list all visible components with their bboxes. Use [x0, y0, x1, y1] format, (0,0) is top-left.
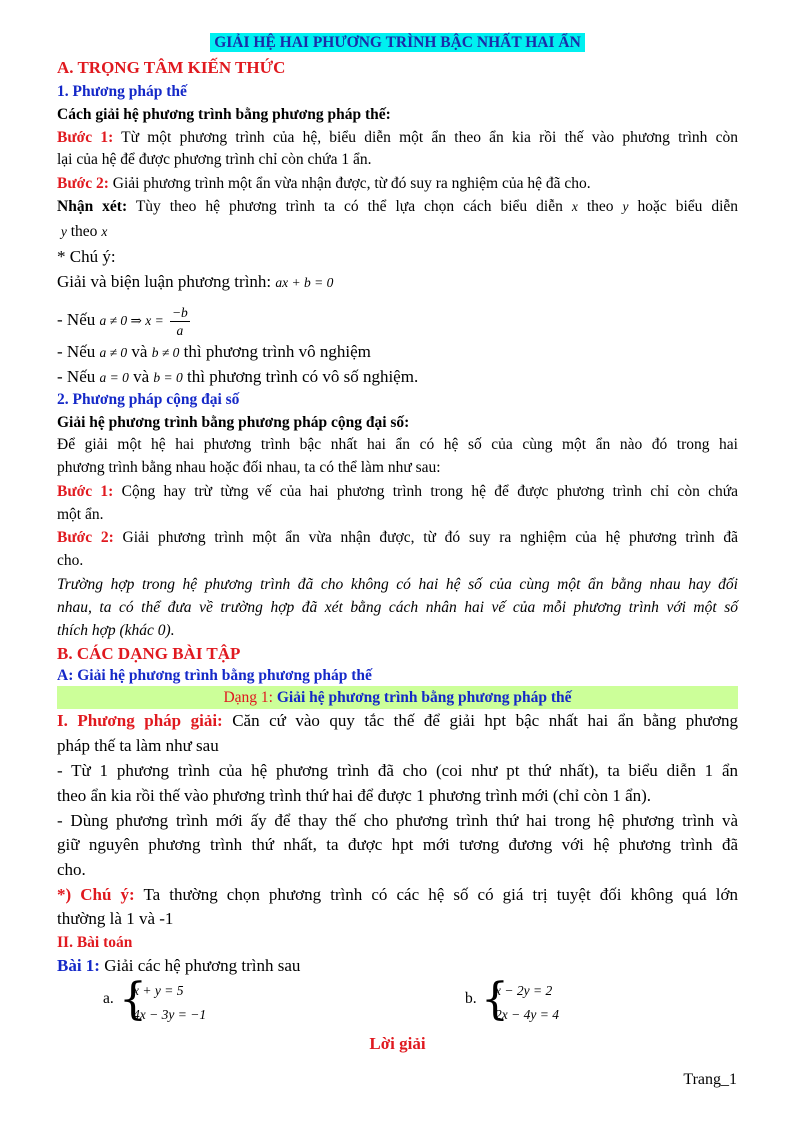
method-label: I. Phương pháp giải: [57, 711, 223, 730]
remark-line2 [57, 221, 107, 243]
remark-var-x2: x [101, 224, 108, 239]
s1-step1-line1 [57, 127, 738, 149]
s2-step1-line2: một ẩn. [57, 506, 104, 523]
note2-line2: thường là 1 và -1 [57, 909, 174, 928]
case2-cond1: a ≠ 0 [99, 345, 128, 360]
system-b-eq1: x − 2y = 2 [495, 983, 553, 998]
s1-step2-line [57, 173, 591, 195]
solution-heading: Lời giải [369, 1034, 426, 1053]
dang1-label: Dạng 1: [223, 689, 273, 706]
s2-step1-line1 [57, 481, 738, 503]
method-text: Căn cứ vào quy tắc thế để giải hpt bậc nhất hai ẩn bằng phương [232, 711, 739, 730]
bullet2-line2: giữ nguyên phương trình thứ nhất, ta được hpt mới tương đương với hệ phương trình đã [57, 835, 738, 854]
section-b-heading: B. CÁC DẠNG BÀI TẬP [57, 644, 241, 663]
bullet2-line1: - Dùng phương trình mới ấy để thay thế cho phương trình thứ hai trong hệ phương trình và [57, 811, 738, 830]
remark-text-b: hoặc biểu diễn [637, 198, 739, 215]
s2-step2-text: Giải phương trình một ẩn vừa nhận được, từ đó suy ra nghiệm của hệ phương trình đã [122, 529, 738, 546]
subsection-1-heading: 1. Phương pháp thế [57, 83, 187, 100]
s1-step2-text: Giải phương trình một ẩn vừa nhận được, từ đó suy ra nghiệm của hệ đã cho. [112, 175, 591, 192]
page-number: Trang_1 [683, 1071, 737, 1088]
system-b-brace: { [481, 974, 509, 1025]
bai1-line [57, 955, 300, 977]
remark-text-a: Tùy theo hệ phương trình ta có thể lựa chọn cách biểu diễn [135, 198, 563, 215]
system-b-label: b. [465, 990, 477, 1007]
sub2-intro-line1: Để giải một hệ hai phương trình bậc nhất hai ẩn có hệ số của cùng một ẩn nào đó trong hai [57, 436, 738, 453]
elimination-heading: Giải hệ phương trình bằng phương pháp cộng đại số: [57, 414, 410, 431]
dang1-banner [57, 686, 738, 709]
italic-note-line2: nhau, ta có thể đưa về trường hợp đã xét bằng cách nhân hai vế của mỗi phương trình với một số [57, 599, 738, 616]
subsection-2-heading: 2. Phương pháp cộng đại số [57, 391, 240, 408]
s1-step1-label: Bước 1: [57, 129, 114, 146]
system-a-eq1: x + y = 5 [133, 983, 184, 998]
case3-and: và [133, 367, 150, 386]
remark-theo: theo [586, 198, 614, 215]
case2-line [57, 341, 371, 364]
fraction-numerator: −b [171, 304, 188, 320]
remark-line1 [57, 196, 738, 218]
case1-prefix: - Nếu [57, 310, 96, 329]
system-a-eq2: 4x − 3y = −1 [133, 1007, 207, 1022]
solve-equation: ax + b = 0 [275, 275, 334, 290]
remark-var-y: y [622, 199, 629, 214]
case2-prefix: - Nếu [57, 342, 96, 361]
case2-text: thì phương trình vô nghiệm [183, 342, 371, 361]
solve-text: Giải và biện luận phương trình: [57, 272, 272, 291]
remark-var-x: x [571, 199, 578, 214]
subsection-a-heading: A: Giải hệ phương trình bằng phương pháp thế [57, 667, 372, 684]
bai1-text: Giải các hệ phương trình sau [104, 956, 301, 975]
substitution-heading: Cách giải hệ phương trình bằng phương pháp thế: [57, 106, 391, 123]
case3-line [57, 366, 418, 389]
bai1-label: Bài 1: [57, 956, 100, 975]
s2-step1-label: Bước 1: [57, 483, 114, 500]
s2-step2-line1 [57, 527, 738, 549]
sub2-intro-line2: phương trình bằng nhau hoặc đối nhau, ta có thể làm như sau: [57, 459, 441, 476]
method-line1 [57, 710, 738, 732]
problems-heading: II. Bài toán [57, 934, 133, 951]
method-line2: pháp thế ta làm như sau [57, 736, 219, 755]
case2-cond2: b ≠ 0 [151, 345, 180, 360]
case1-line [57, 303, 190, 339]
case1-condition: a ≠ 0 ⇒ x = [99, 313, 164, 328]
s1-step1-line2: lại của hệ để được phương trình chỉ còn chứa 1 ẩn. [57, 151, 372, 168]
remark-var-y2: y [60, 224, 67, 239]
bullet1-line2: theo ẩn kia rồi thế vào phương trình thứ hai để được 1 phương trình mới (chỉ còn 1 ẩn). [57, 786, 652, 805]
note-heading: * Chú ý: [57, 247, 116, 266]
system-a-label: a. [103, 990, 114, 1007]
s1-step2-label: Bước 2: [57, 175, 109, 192]
remark-label: Nhận xét: [57, 198, 128, 215]
case1-fraction [170, 304, 190, 339]
italic-note-line1: Trường hợp trong hệ phương trình đã cho không có hai hệ số của cùng một ẩn bằng nhau hay đối [57, 576, 738, 593]
page-title: GIẢI HỆ HAI PHƯƠNG TRÌNH BẬC NHẤT HAI ẨN [210, 33, 585, 52]
bullet2-line3: cho. [57, 860, 86, 879]
title-row [57, 34, 738, 52]
note2-text: Ta thường chọn phương trình có các hệ số có giá trị tuyệt đối không quá lớn [143, 885, 738, 904]
case3-cond2: b = 0 [153, 370, 183, 385]
case2-and: và [131, 342, 148, 361]
dang1-text: Giải hệ phương trình bằng phương pháp thế [276, 689, 572, 706]
italic-note-line3: thích hợp (khác 0). [57, 622, 175, 639]
section-a-heading: A. TRỌNG TÂM KIẾN THỨC [57, 58, 286, 77]
s1-step1-text: Từ một phương trình của hệ, biểu diễn một ẩn theo ẩn kia rồi thế vào phương trình còn [121, 129, 738, 146]
note2-label: *) Chú ý: [57, 885, 135, 904]
note2-line1 [57, 884, 738, 906]
fraction-denominator: a [176, 322, 184, 338]
solve-line [57, 271, 333, 294]
remark-theo2: theo [70, 223, 98, 240]
bullet1-line1: - Từ 1 phương trình của hệ phương trình đã cho (coi như pt thứ nhất), ta biểu diễn 1 ẩn [57, 761, 738, 780]
case3-prefix: - Nếu [57, 367, 96, 386]
s2-step2-label: Bước 2: [57, 529, 114, 546]
s2-step2-line2: cho. [57, 552, 84, 569]
s2-step1-text: Cộng hay trừ từng vế của hai phương trình trong hệ để được phương trình chỉ còn chứa [121, 483, 739, 500]
system-b-eq2: 2x − 4y = 4 [495, 1007, 559, 1022]
case3-cond1: a = 0 [99, 370, 129, 385]
case3-text: thì phương trình có vô số nghiệm. [187, 367, 419, 386]
system-a-brace: { [119, 974, 147, 1025]
